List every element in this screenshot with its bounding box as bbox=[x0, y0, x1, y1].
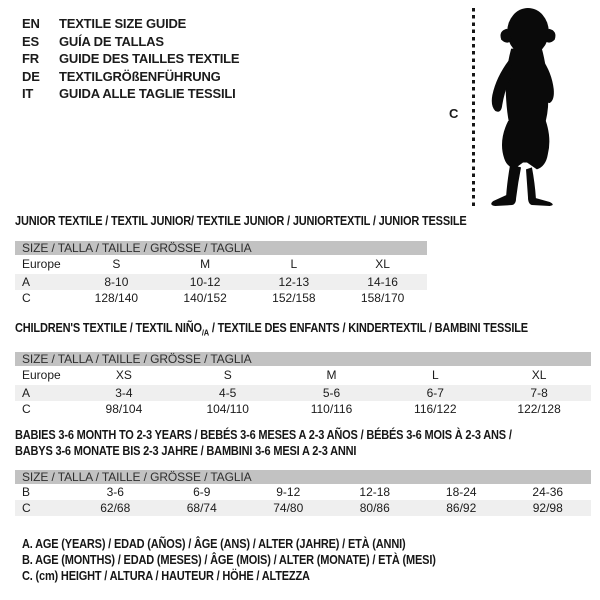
language-item bbox=[22, 50, 239, 68]
size-cell: XL bbox=[531, 368, 547, 382]
size-cell: 6-7 bbox=[426, 386, 444, 400]
table-row bbox=[15, 500, 591, 516]
size-cell: 110/116 bbox=[310, 402, 353, 416]
size-cell: 158/170 bbox=[360, 290, 405, 305]
size-cell: 14-16 bbox=[367, 274, 398, 289]
size-cell: 152/158 bbox=[272, 290, 316, 305]
size-table-section-junior bbox=[15, 214, 467, 306]
size-cell: 12-13 bbox=[278, 274, 310, 289]
size-cell: 8-10 bbox=[104, 274, 129, 289]
row-label: Europe bbox=[22, 368, 61, 382]
language-item bbox=[22, 85, 239, 103]
language-label: GUÍA DE TALLAS bbox=[59, 33, 164, 49]
language-code: IT bbox=[22, 86, 34, 102]
language-label: GUIDA ALLE TAGLIE TESSILI bbox=[59, 86, 236, 102]
size-cell: 10-12 bbox=[189, 274, 221, 289]
table-row bbox=[15, 274, 427, 290]
table-title-line bbox=[15, 321, 528, 341]
size-cell: 74/80 bbox=[273, 501, 304, 515]
table-title bbox=[15, 428, 591, 459]
size-cell: 122/128 bbox=[517, 402, 561, 416]
language-label: GUIDE DES TAILLES TEXTILE bbox=[59, 51, 240, 67]
size-table bbox=[15, 470, 591, 516]
footnotes bbox=[22, 537, 492, 584]
size-cell: 62/68 bbox=[100, 501, 131, 515]
table-title bbox=[15, 321, 591, 341]
language-label: TEXTILGRÖßENFÜHRUNG bbox=[59, 68, 221, 84]
size-cell: 4-5 bbox=[219, 386, 237, 400]
row-label: B bbox=[22, 485, 31, 499]
table-title-text: BABYS 3-6 MONATE BIS 2-3 JAHRE / BAMBINI 3-6 MESI A 2-3 ANNI bbox=[15, 443, 357, 458]
table-title-text: BABIES 3-6 MONTH TO 2-3 YEARS / BEBÉS 3-6 MESES A 2-3 AÑOS / BÉBÉS 3-6 MOIS À 2-3 ANS / bbox=[15, 428, 512, 442]
table-title-line bbox=[15, 214, 467, 230]
height-label: C bbox=[449, 106, 459, 121]
table-row bbox=[15, 290, 427, 306]
table-row bbox=[15, 484, 591, 500]
table-title-text: CHILDREN'S TEXTILE / TEXTIL NIÑO bbox=[15, 321, 202, 335]
language-code: EN bbox=[22, 16, 40, 32]
table-title-subscript: /A bbox=[201, 327, 209, 338]
size-cell: L bbox=[431, 368, 439, 382]
size-cell: 98/104 bbox=[105, 402, 143, 416]
footnote: B. AGE (MONTHS) / EDAD (MESES) / ÂGE (MOIS) / ALTER (MONATE) / ETÀ (MESI) bbox=[22, 552, 436, 567]
language-item bbox=[22, 68, 239, 86]
size-table bbox=[15, 241, 427, 306]
size-cell: 3-4 bbox=[115, 386, 133, 400]
row-label: C bbox=[22, 290, 31, 305]
size-cell: S bbox=[112, 256, 121, 271]
size-cell: M bbox=[200, 256, 211, 271]
table-title-line bbox=[15, 444, 522, 460]
size-cell: 140/152 bbox=[183, 290, 227, 305]
table-row bbox=[15, 366, 591, 385]
height-dashed-line bbox=[472, 8, 475, 206]
size-cell: 3-6 bbox=[106, 485, 124, 499]
size-cell: 12-18 bbox=[359, 485, 391, 499]
row-label: C bbox=[22, 402, 31, 416]
size-cell: 5-6 bbox=[322, 386, 341, 400]
language-list bbox=[22, 15, 239, 103]
table-title-line bbox=[15, 428, 522, 444]
size-cell: S bbox=[223, 368, 232, 382]
language-code: FR bbox=[22, 51, 39, 67]
size-cell: 80/86 bbox=[359, 501, 390, 515]
row-label: Europe bbox=[22, 256, 61, 271]
size-cell: 18-24 bbox=[445, 485, 477, 499]
table-row bbox=[15, 385, 591, 401]
row-label: A bbox=[22, 274, 31, 289]
footnote: C. (cm) HEIGHT / ALTURA / HAUTEUR / HÖHE / ALTEZZA bbox=[22, 568, 310, 583]
table-title-text: / TEXTILE DES ENFANTS / KINDERTEXTIL / BAMBINI TESSILE bbox=[208, 321, 528, 335]
footnote: A. AGE (YEARS) / EDAD (AÑOS) / ÂGE (ANS) / ALTER (JAHRE) / ETÀ (ANNI) bbox=[22, 537, 406, 551]
size-band-header: SIZE / TALLA / TAILLE / GRÖSSE / TAGLIA bbox=[15, 352, 591, 366]
size-cell: 6-9 bbox=[193, 485, 211, 499]
toddler-silhouette-icon bbox=[483, 7, 569, 207]
size-cell: 128/140 bbox=[94, 290, 139, 305]
table-row bbox=[15, 401, 591, 417]
size-cell: 86/92 bbox=[446, 501, 477, 515]
size-table-section-children bbox=[15, 321, 591, 417]
size-cell: 68/74 bbox=[186, 501, 217, 515]
size-band-header: SIZE / TALLA / TAILLE / GRÖSSE / TAGLIA bbox=[15, 470, 591, 484]
size-cell: L bbox=[290, 256, 298, 271]
size-cell: M bbox=[326, 368, 337, 382]
size-band-header: SIZE / TALLA / TAILLE / GRÖSSE / TAGLIA bbox=[15, 241, 427, 255]
size-table bbox=[15, 352, 591, 417]
size-cell: 116/122 bbox=[414, 402, 457, 416]
row-label: C bbox=[22, 501, 31, 515]
size-cell: 7-8 bbox=[530, 386, 548, 400]
language-code: DE bbox=[22, 68, 40, 84]
language-item bbox=[22, 15, 239, 33]
row-label: A bbox=[22, 386, 31, 400]
size-cell: 92/98 bbox=[532, 501, 563, 515]
language-code: ES bbox=[22, 33, 39, 49]
size-cell: 104/110 bbox=[206, 402, 249, 416]
language-label: TEXTILE SIZE GUIDE bbox=[59, 16, 187, 32]
size-cell: XS bbox=[115, 368, 132, 382]
size-cell: 24-36 bbox=[532, 485, 564, 499]
language-item bbox=[22, 33, 239, 51]
size-cell: 9-12 bbox=[276, 485, 301, 499]
table-title-text: JUNIOR TEXTILE / TEXTIL JUNIOR/ TEXTILE JUNIOR / JUNIORTEXTIL / JUNIOR TESSILE bbox=[15, 214, 467, 228]
size-table-section-babies bbox=[15, 428, 591, 516]
table-title bbox=[15, 214, 467, 230]
table-row bbox=[15, 255, 427, 274]
size-cell: XL bbox=[375, 256, 390, 271]
